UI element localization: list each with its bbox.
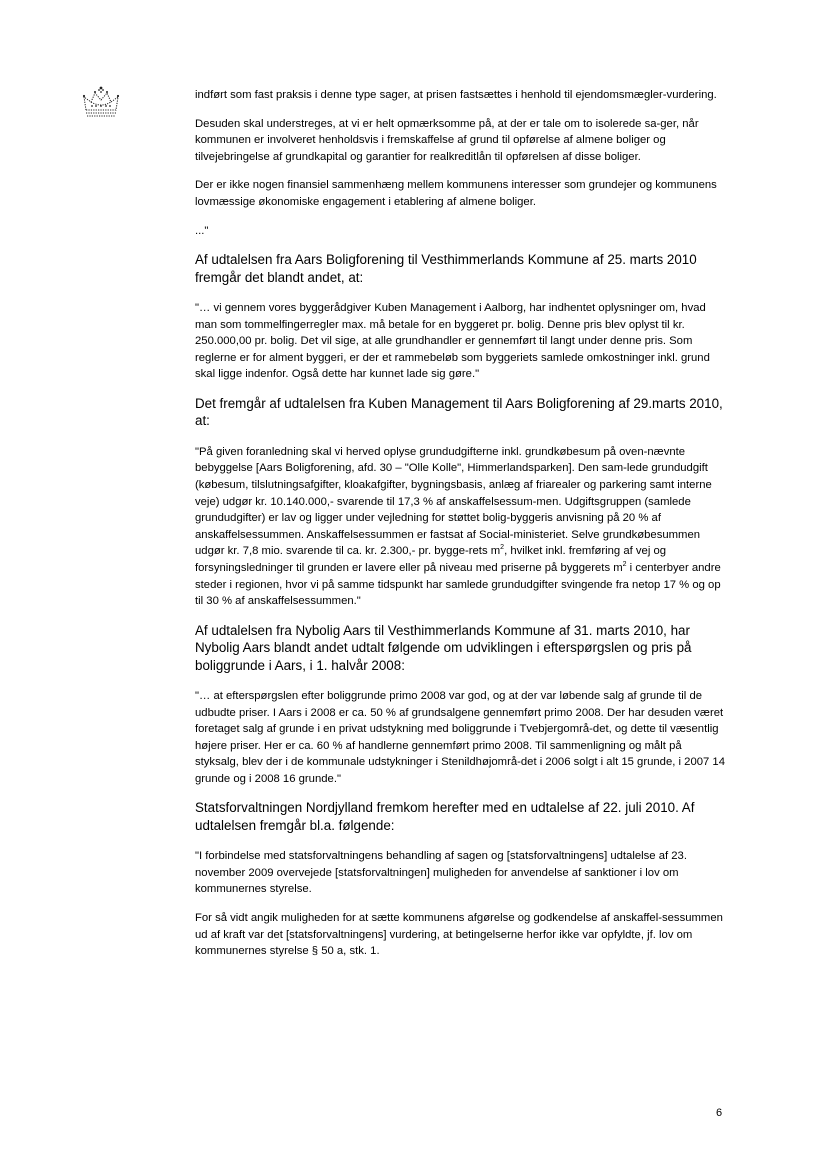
section-intro: Statsforvaltningen Nordjylland fremkom herefter med en udtalelse af 22. juli 2010. Af udtalelsen fremgår bl.a. følgende: xyxy=(195,800,695,833)
page-number: 6 xyxy=(716,1107,723,1119)
document-body xyxy=(195,87,727,960)
superscript: 2 xyxy=(622,561,627,569)
section-intro: Det fremgår af udtalelsen fra Kuben Management til Aars Boligforening af 29.marts 2010, at: xyxy=(195,395,723,429)
quotation xyxy=(195,444,727,610)
quotation: "I forbindelse med statsforvaltningens behandling af sagen og [statsforvaltningens] udtalelse af 23. november 2009 overvejede [statsforvaltningen] muligheden for anvendelse af sanktioner i lov om kommunernes styrelse. xyxy=(195,850,687,896)
paragraph: Desuden skal understreges, at vi er helt opmærksomme på, at der er tale om to isolerede sa-ger, når kommunen er involveret henholdsvis i fremskaffelse af grund til opførelse af almene boliger og tilvejebringelse af grundkapital og garantier for realkreditlån til opførelsen af disse boliger. xyxy=(195,117,699,163)
quotation-part: "På given foranledning skal vi herved oplyse grundudgifterne inkl. grundkøbesum på oven-nævnte bebyggelse [Aars Boligforening, afd. 30 – "Olle Kolle", Himmerlandsparken]. Den sam-lede grundudgift (købesum, tilslutningsafgifter, kloakafgifter, bygningsbasis, anlæg af friarealer og parkering samt interne veje) udgør kr. 10.140.000,- svarende til 17,3 % af anskaffelsessum-men. Udgiftsgruppen (samlede grundudgifter) er lav og ligger under vejledning for støttet bolig-byggeris anvisning på 20 % af anskaffelsessummen. Anskaffelsessummen er fastsat af Social-ministeriet. Selve grundkøbesummen udgør kr. 7,8 mio. svarende til ca. kr. 2.300,- pr. bygge-rets m xyxy=(195,445,712,558)
section-intro: Af udtalelsen fra Aars Boligforening til Vesthimmerlands Kommune af 25. marts 2010 fremgår det blandt andet, at: xyxy=(195,252,697,285)
section-intro: Af udtalelsen fra Nybolig Aars til Vesthimmerlands Kommune af 31. marts 2010, har Nybolig Aars blandt andet udtalt følgende om udviklingen i efterspørgslen og pris på boliggrunde i Aars, i 1. halvår 2008: xyxy=(195,622,692,673)
quotation-part: , hvilket inkl. fremføring af vej og forsyningsledninger til grunden er lavere eller på niveau med priserne på byggerets m xyxy=(195,545,667,574)
quotation: For så vidt angik muligheden for at sætte kommunens afgørelse og godkendelse af anskaffel-sessummen ud af kraft var det [statsforvaltningens] vurdering, at betingelserne herfor ikke var opfyldte, jf. lov om kommunernes styrelse § 50 a, stk. 1. xyxy=(195,912,723,958)
paragraph: indført som fast praksis i denne type sager, at prisen fastsættes i henhold til ejendomsmægler-vurdering. xyxy=(195,89,717,101)
superscript: 2 xyxy=(500,544,505,552)
paragraph-ellipsis: ..." xyxy=(195,224,209,237)
quotation: "… vi gennem vores byggerådgiver Kuben Management i Aalborg, har indhentet oplysninger om, hvad man som tommelfingerregler max. må betale for en byggeret pr. bolig. Denne pris blev oplyst til kr. 250.000,00 pr. bolig. Det vil sige, at alle grundhandler er gennemført til langt under denne pris. Som reglerne er for alment byggeri, er der et rammebeløb som byggeriets samlede omkostninger inkl. grund skal ligge indenfor. Også dette har kunnet lade sig gøre." xyxy=(195,301,710,381)
crown-icon xyxy=(80,84,122,118)
quotation-part: i centerbyer andre steder i regionen, hvor vi på samme tidspunkt har samlede grundudgifter svingende fra netop 17 % og op til 30 % af anskaffelsessummen." xyxy=(195,561,721,608)
quotation: "… at efterspørgslen efter boliggrunde primo 2008 var god, og at der var løbende salg af grunde til de udbudte priser. I Aars i 2008 er ca. 50 % af grundsalgene gennemført primo 2008. Der har desuden været foretaget salg af grunde i en privat udstykning med boliggrunde i Tvebjergområ-det, og dette til væsentlig højere priser. Her er ca. 60 % af handlerne gennemført primo 2008. Til sammenligning og målt på styksalg, blev der i de kommunale udstykninger i Stenildhøjområ-det i 2006 solgt i alt 15 grunde, i 2007 14 grunde og i 2008 16 grunde." xyxy=(195,689,725,785)
paragraph: Der er ikke nogen finansiel sammenhæng mellem kommunens interesser som grundejer og kommunens lovmæssige økonomiske engagement i etablering af almene boliger. xyxy=(195,179,717,208)
